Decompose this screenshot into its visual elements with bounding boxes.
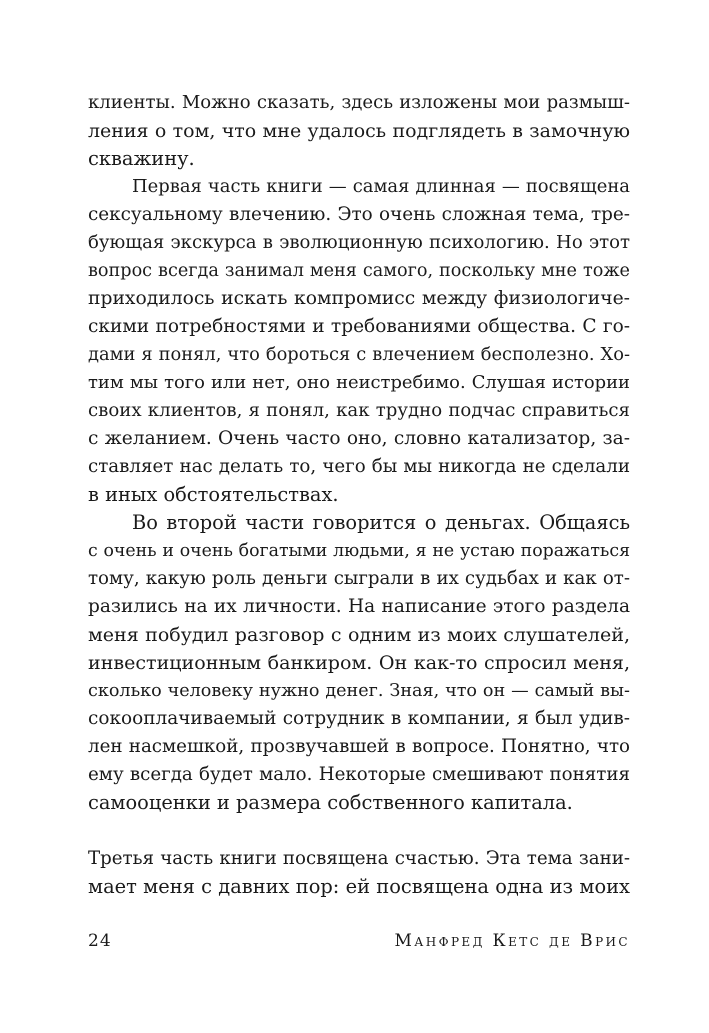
text-line: меня побудил разговор с одним из моих слушателей, [88,624,630,646]
running-head-author: Манфред Кетс де Врис [394,931,630,951]
text-line: ставляет нас делать то, чего бы мы никогда не сделали [88,456,630,477]
paragraph [88,509,630,817]
text-line: разились на их личности. На написание этого раздела [88,596,630,617]
text-line: ему всегда будет мало. Некоторые смешивают понятия [88,764,630,785]
paragraph [88,89,630,173]
text-line: клиенты. Можно сказать, здесь изложены мои размыш- [88,92,630,113]
paragraph [88,173,630,509]
text-line: с желанием. Очень часто оно, словно катализатор, за- [88,428,630,449]
text-line: скважину. [88,147,195,170]
text-line: сокооплачиваемый сотрудник в компании, я был удив- [88,708,630,729]
text-line: Первая часть книги — самая длинная — посвящена [132,176,630,197]
page-footer [88,928,630,954]
text-line: мает меня с давних пор: ей посвящена одна из моих [88,875,630,898]
page-body-text [88,89,630,901]
text-line: Во второй части говорится о деньгах. Общаясь [132,511,630,534]
text-line: тому, какую роль деньги сыграли в их судьбах и как от- [88,568,630,589]
text-line: инвестиционным банкиром. Он как-то спросил меня, [88,652,630,674]
text-line: сексуальному влечению. Это очень сложная тема, тре- [88,204,630,225]
text-line: приходилось искать компромисс между физиологиче- [88,288,630,309]
page-number: 24 [88,931,112,951]
text-line: с очень и очень богатыми людьми, я не устаю поражаться [88,541,630,561]
section-break [88,817,630,845]
text-line: вопрос всегда занимал меня самого, поскольку мне тоже [88,261,630,281]
text-line: в иных обстоятельствах. [88,483,339,506]
text-line: тим мы того или нет, оно неистребимо. Слушая истории [88,372,630,393]
text-line: сколько человеку нужно денег. Зная, что он — самый вы- [88,681,630,701]
text-line: своих клиентов, я понял, как трудно подчас справиться [88,400,630,421]
text-line: самооценки и размера собственного капитала. [88,791,573,814]
text-line: ления о том, что мне удалось подглядеть в замочную [88,120,630,142]
text-line: скими потребностями и требованиями общества. С го- [88,316,630,337]
paragraph [88,845,630,901]
text-line: бующая экскурса в эволюционную психологию. Но этот [88,232,630,253]
text-line: лен насмешкой, прозвучавшей в вопросе. Понятно, что [88,736,630,757]
text-line: Третья часть книги посвящена счастью. Эта тема зани- [88,848,630,869]
text-line: дами я понял, что бороться с влечением бесполезно. Хо- [88,344,630,365]
